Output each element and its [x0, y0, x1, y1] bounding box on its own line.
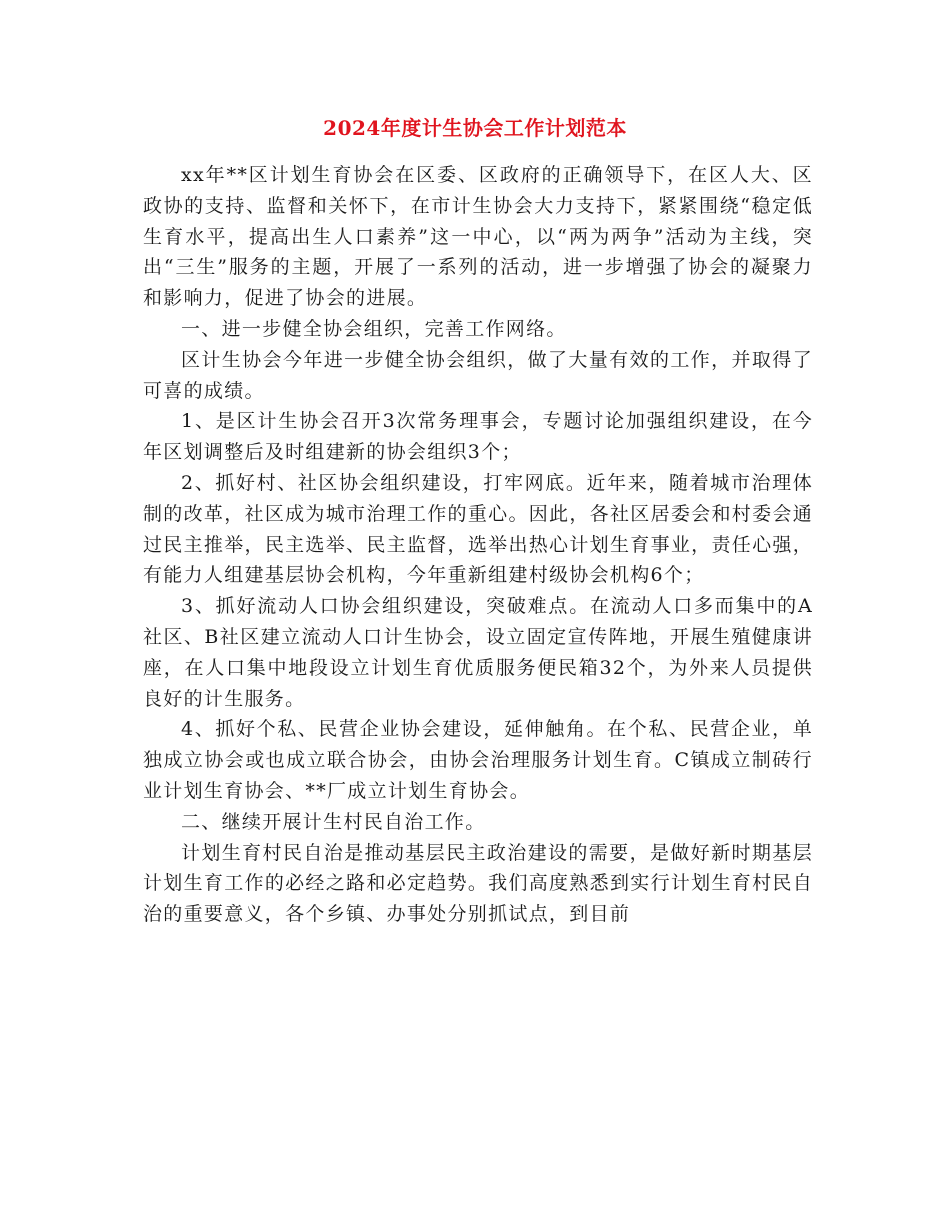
paragraph-item-3: 3、抓好流动人口协会组织建设，突破难点。在流动人口多而集中的A社区、B社区建立流动人口计生协会，设立固定宣传阵地，开展生殖健康讲座，在人口集中地段设立计划生育优质服务便民箱32个，为外来人员提供良好的计生服务。	[143, 595, 813, 710]
paragraph-intro: xx年**区计划生育协会在区委、区政府的正确领导下，在区人大、区政协的支持、监督和关怀下，在市计生协会大力支持下，紧紧围绕“稳定低生育水平，提高出生人口素养”这一中心，以“两为两争”活动为主线，突出“三生”服务的主题，开展了一系列的活动，进一步增强了协会的凝聚力和影响力，促进了协会的进展。	[143, 164, 813, 310]
paragraph-item-1: 1、是区计生协会召开3次常务理事会，专题讨论加强组织建设，在今年区划调整后及时组建新的协会组织3个；	[143, 410, 813, 464]
section-heading-2: 二、继续开展计生村民自治工作。	[181, 810, 486, 833]
document-title: 2024年度计生协会工作计划范本	[323, 116, 627, 140]
document-body	[143, 160, 813, 930]
paragraph-section-1-intro: 区计生协会今年进一步健全协会组织，做了大量有效的工作，并取得了可喜的成绩。	[143, 348, 813, 402]
paragraph-item-2: 2、抓好村、社区协会组织建设，打牢网底。近年来，随着城市治理体制的改革，社区成为城市治理工作的重心。因此，各社区居委会和村委会通过民主推举，民主选举、民主监督，选举出热心计划生育事业，责任心强，有能力人组建基层协会机构，今年重新组建村级协会机构6个；	[143, 471, 813, 587]
paragraph-item-4: 4、抓好个私、民营企业协会建设，延伸触角。在个私、民营企业，单独成立协会或也成立联合协会，由协会治理服务计划生育。C镇成立制砖行业计划生育协会、**厂成立计划生育协会。	[143, 718, 813, 802]
paragraph-section-2-intro: 计划生育村民自治是推动基层民主政治建设的需要，是做好新时期基层计划生育工作的必经之路和必定趋势。我们高度熟悉到实行计划生育村民自治的重要意义，各个乡镇、办事处分别抓试点，到目前	[143, 841, 813, 926]
section-heading-1: 一、进一步健全协会组织，完善工作网络。	[181, 317, 567, 340]
